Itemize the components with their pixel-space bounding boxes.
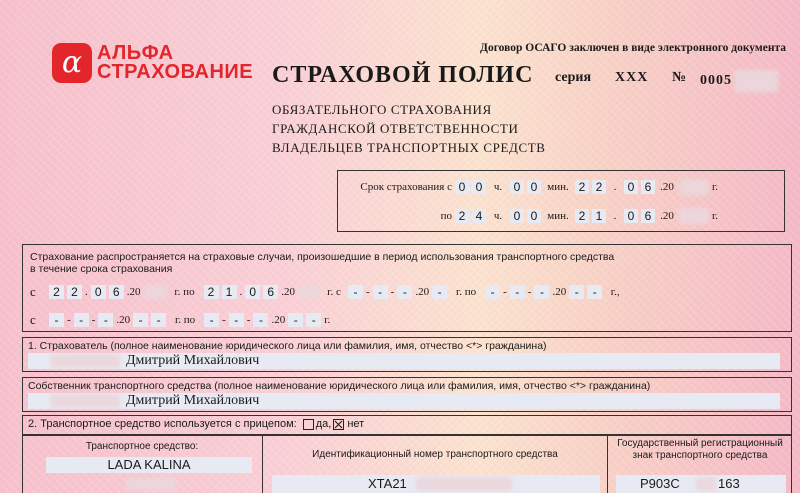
- usage-period-text: Страхование распространяется на страховые случаи, произошедшие в период использования транспортного средства в течение срока страхования: [30, 251, 615, 275]
- redacted-year: [298, 285, 320, 299]
- redacted-surname: [50, 394, 120, 408]
- number-label: №: [672, 70, 687, 85]
- vin-label: Идентификационный номер транспортного средства: [312, 449, 558, 460]
- plate-region: 163: [718, 476, 740, 491]
- redacted-block: [696, 477, 716, 491]
- company-logo: [52, 43, 253, 83]
- redacted-block: [126, 478, 176, 490]
- usage-row-2: с - - - - - .20 - - г. по - - - - - .20 - - г.: [30, 312, 331, 327]
- owner-field: [28, 393, 780, 409]
- trailer-label: 2. Транспортное средство используется с прицепом:: [28, 418, 297, 430]
- owner-label: Собственник транспортного средства (полное наименование юридического лица или фамилия, имя, отчество <*> гражданина): [28, 380, 651, 392]
- alfa-logo-icon: α: [52, 43, 92, 83]
- usage-row-1: с 2 2 . 0 6 .20 г. по 2 1 . 0 6 .20 г. с - - - - - .20 - г. по - - - - - .20 - - г.,: [30, 284, 620, 299]
- check-x-icon: [334, 420, 343, 429]
- series-label: серия: [555, 70, 592, 85]
- trailer-no-checkbox[interactable]: [333, 419, 344, 430]
- term-from-row: Срок страхования с 0 0 ч. 0 0 мин. 2 2 . 0 6 .20 г.: [360, 180, 719, 194]
- trailer-no-label: нет: [347, 418, 365, 430]
- term-to-row: по 2 4 ч. 0 0 мин. 2 1 . 0 6 .20 г.: [440, 209, 719, 223]
- vin-field: [272, 475, 600, 493]
- column-divider: [262, 435, 263, 493]
- electronic-document-note: Договор ОСАГО заключен в виде электронного документа: [480, 42, 786, 54]
- policy-number: 0005: [700, 70, 778, 92]
- vehicle-year-field: [46, 476, 252, 493]
- policy-title: СТРАХОВОЙ ПОЛИС: [272, 62, 534, 88]
- redacted-surname: [50, 354, 120, 368]
- insurer-field: [28, 353, 780, 369]
- series-value: ХХХ: [615, 70, 649, 85]
- vehicle-label: Транспортное средство:: [85, 441, 199, 452]
- policy-subtitle: ОБЯЗАТЕЛЬНОГО СТРАХОВАНИЯ ГРАЖДАНСКОЙ ОТВЕТСТВЕННОСТИ ВЛАДЕЛЬЦЕВ ТРАНСПОРТНЫХ СРЕДСТВ: [272, 102, 546, 155]
- plate-label: Государственный регистрационный знак транспортного средства: [617, 438, 783, 461]
- insurer-label: 1. Страхователь (полное наименование юридического лица или фамилия, имя, отчество <*> гражданина): [28, 340, 547, 352]
- redacted-block: [416, 477, 512, 491]
- trailer-yes-label: да,: [315, 418, 332, 430]
- vin-value: XTA21: [368, 476, 407, 491]
- redacted-year: [144, 285, 166, 299]
- plate-value: Р903С: [640, 476, 680, 491]
- insurer-name: Дмитрий Михайлович: [126, 353, 260, 368]
- redacted-year: [679, 179, 709, 195]
- vehicle-model: LADA KALINA: [46, 457, 252, 473]
- trailer-yes-checkbox[interactable]: [303, 419, 314, 430]
- logo-line-2: СТРАХОВАНИЕ: [97, 61, 254, 83]
- trailer-row: [28, 418, 364, 430]
- redacted-year: [679, 208, 709, 224]
- logo-line-1: АЛЬФА: [97, 42, 174, 64]
- redacted-block: [734, 70, 778, 92]
- owner-name: Дмитрий Михайлович: [126, 393, 260, 408]
- plate-field: [616, 475, 786, 493]
